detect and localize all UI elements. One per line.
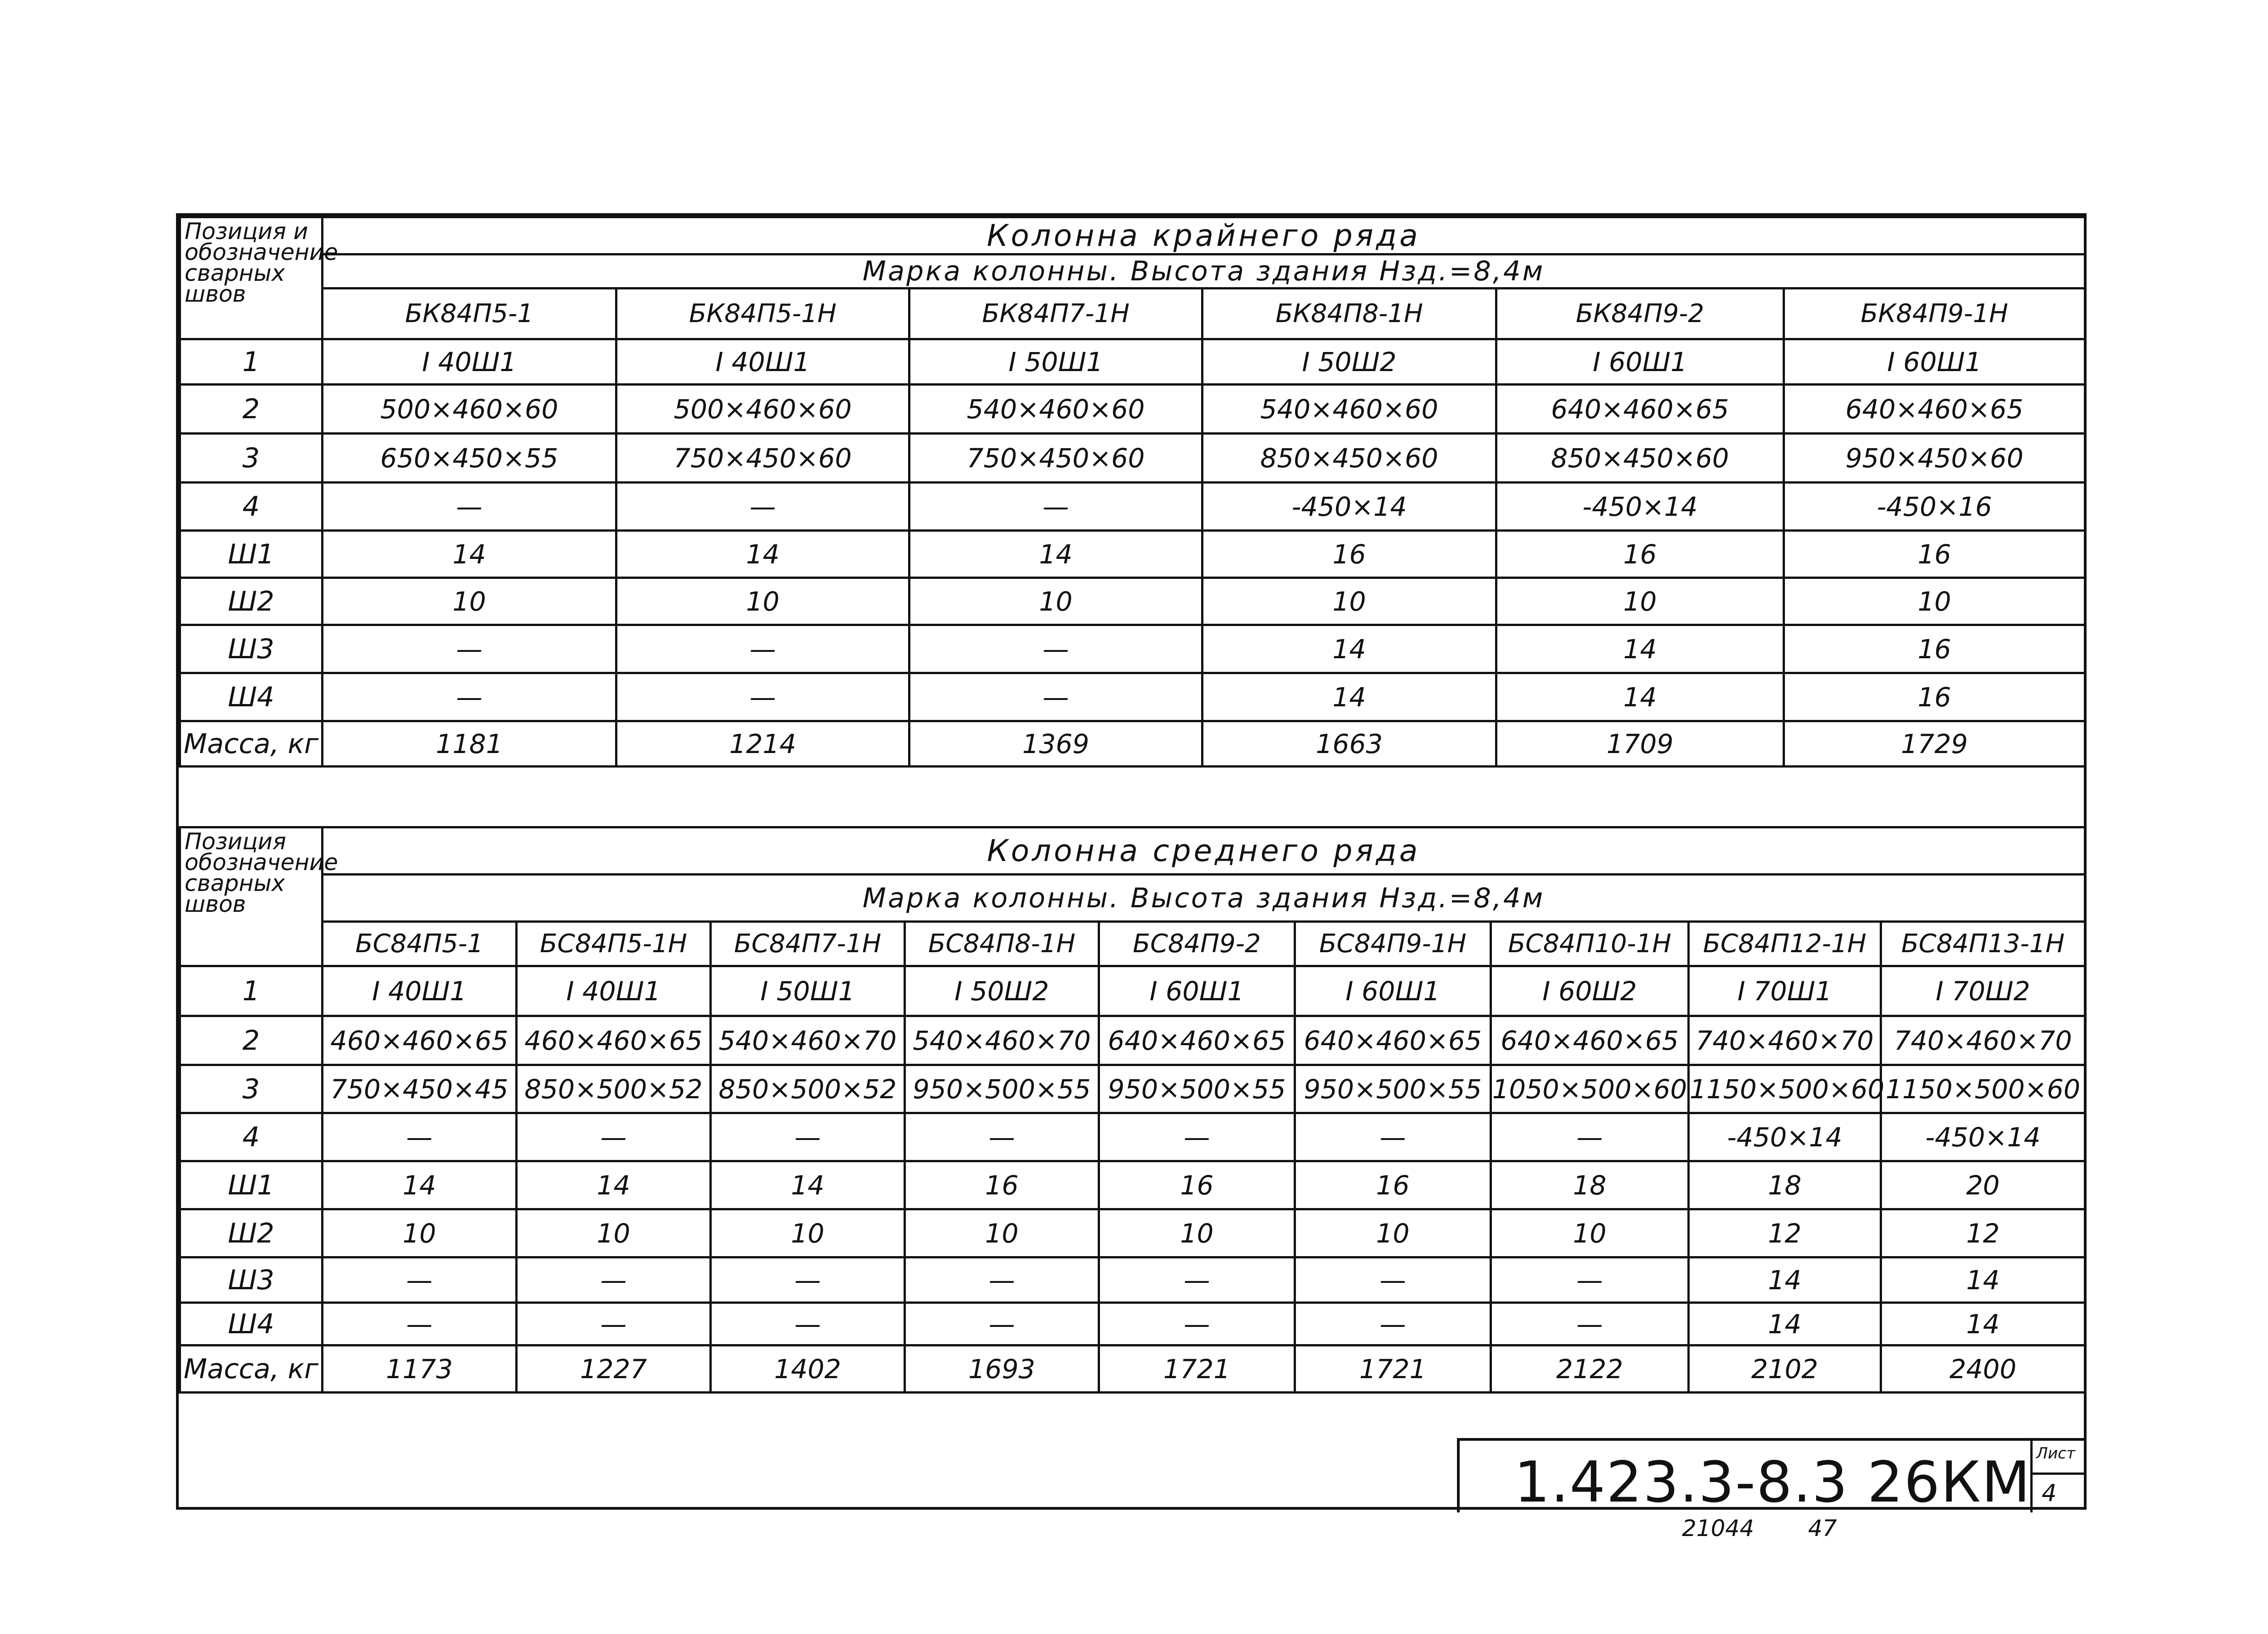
table-cell: 10 [1295,1209,1491,1257]
column-mark: БС84П5-1Н [517,922,711,966]
table-cell: 740×460×70 [1689,1016,1881,1065]
table-cell: 2122 [1491,1345,1689,1393]
table-cell: 16 [1784,673,2085,721]
table-cell: 14 [517,1161,711,1209]
sheet-number: 4 [2042,1480,2057,1507]
table-cell: -450×14 [1689,1113,1881,1161]
table-cell: 850×500×52 [711,1065,905,1113]
table-row [180,966,2085,1016]
column-mark: БС84П9-1Н [1295,922,1491,966]
footer-archive-number: 21044 [1682,1515,1755,1541]
table-row [180,1303,2085,1345]
column-mark: БК84П8-1Н [1202,289,1496,339]
table-cell: 16 [1202,531,1496,578]
row-label: Масса, кг [180,1345,323,1393]
column-mark: БС84П12-1Н [1689,922,1881,966]
table-cell: — [616,483,909,531]
table-cell: I 60Ш1 [1784,339,2085,385]
table-cell: — [1099,1257,1295,1303]
table-cell: 1693 [905,1345,1099,1393]
table-row [180,1209,2085,1257]
row-label: Ш1 [180,1161,323,1209]
table-cell: 640×460×65 [1496,385,1784,434]
table-cell: 12 [1689,1209,1881,1257]
table-cell: -450×14 [1496,483,1784,531]
table-cell: 16 [905,1161,1099,1209]
table-cell: — [1099,1303,1295,1345]
table-cell: I 60Ш1 [1099,966,1295,1016]
row-label: 3 [180,1065,323,1113]
row-label: 4 [180,483,323,531]
column-mark: БС84П8-1Н [905,922,1099,966]
table-cell: 950×500×55 [1099,1065,1295,1113]
table-cell: — [909,673,1202,721]
table-cell: 10 [323,1209,517,1257]
table-cell: — [905,1303,1099,1345]
row-label: Ш2 [180,1209,323,1257]
table-cell: — [711,1303,905,1345]
table-cell: 650×450×55 [323,434,616,483]
column-mark: БС84П10-1Н [1491,922,1689,966]
footer-page-number: 47 [1808,1515,1837,1541]
table-row [180,578,2085,625]
column-mark: БС84П5-1 [323,922,517,966]
column-mark: БС84П9-2 [1099,922,1295,966]
table-cell: — [323,625,616,673]
table-cell: 460×460×65 [323,1016,517,1065]
table-cell: 10 [1202,578,1496,625]
table-cell: I 70Ш2 [1881,966,2085,1016]
table-subtitle: Марка колонны. Высота здания Нзд.=8,4м [323,875,2085,922]
table-row [180,434,2085,483]
table-cell: 1150×500×60 [1689,1065,1881,1113]
row-label: 3 [180,434,323,483]
table-row [180,483,2085,531]
table-cell: 850×450×60 [1202,434,1496,483]
table-cell: — [711,1257,905,1303]
table-row [180,673,2085,721]
table-cell: 740×460×70 [1881,1016,2085,1065]
table-cell: I 60Ш1 [1295,966,1491,1016]
table-cell: 1214 [616,721,909,767]
table-cell: 20 [1881,1161,2085,1209]
sheet-number-cell [2030,1441,2084,1512]
position-header: Позиция и обозначение сварных швов [180,217,323,339]
table-cell: 14 [1496,673,1784,721]
table-cell: 14 [1689,1303,1881,1345]
table-cell: 750×450×45 [323,1065,517,1113]
table-row [180,339,2085,385]
column-mark: БК84П5-1Н [616,289,909,339]
table-cell: 540×460×60 [1202,385,1496,434]
column-mark: БК84П9-1Н [1784,289,2085,339]
table-cell: 10 [616,578,909,625]
table-cell: — [905,1257,1099,1303]
table-cell: 750×450×60 [616,434,909,483]
table-cell: I 50Ш2 [1202,339,1496,385]
table-cell: 10 [905,1209,1099,1257]
table-cell: 10 [909,578,1202,625]
table-cell: 14 [1689,1257,1881,1303]
table-cell: — [517,1113,711,1161]
table-cell: 14 [323,1161,517,1209]
table-cell: 16 [1496,531,1784,578]
table-cell: 2400 [1881,1345,2085,1393]
table-cell: I 40Ш1 [616,339,909,385]
table-row [180,531,2085,578]
table-cell: 10 [711,1209,905,1257]
title-block [1457,1438,2084,1515]
table-cell: 950×450×60 [1784,434,2085,483]
table-cell: 950×500×55 [1295,1065,1491,1113]
document-code: 1.423.3-8.3 26КМ [1514,1450,2031,1515]
table-cell: 16 [1099,1161,1295,1209]
table-row [180,1257,2085,1303]
row-label: 4 [180,1113,323,1161]
table-cell: 540×460×60 [909,385,1202,434]
table-cell: 1181 [323,721,616,767]
table-cell: 1227 [517,1345,711,1393]
table-cell: I 70Ш1 [1689,966,1881,1016]
row-label: Ш4 [180,673,323,721]
row-label: 1 [180,339,323,385]
marks-row [180,922,2085,966]
column-mark: БК84П7-1Н [909,289,1202,339]
table-cell: 10 [323,578,616,625]
table-cell: — [1491,1257,1689,1303]
marks-row [180,289,2085,339]
table-cell: 18 [1689,1161,1881,1209]
table-cell: 10 [1099,1209,1295,1257]
table-row [180,1113,2085,1161]
table-cell: — [909,625,1202,673]
table-cell: — [517,1257,711,1303]
table-cell: 1402 [711,1345,905,1393]
table-subtitle: Марка колонны. Высота здания Нзд.=8,4м [323,254,2085,289]
table-title: Колонна среднего ряда [323,827,2085,875]
table-cell: 14 [1202,673,1496,721]
table-cell: 1663 [1202,721,1496,767]
table-cell: 750×450×60 [909,434,1202,483]
table-cell: I 40Ш1 [517,966,711,1016]
table-cell: I 50Ш1 [909,339,1202,385]
table-cell: 16 [1784,625,2085,673]
table-cell: 1729 [1784,721,2085,767]
row-label: 2 [180,1016,323,1065]
table-cell: — [323,1303,517,1345]
table-cell: 460×460×65 [517,1016,711,1065]
table-cell: 14 [1202,625,1496,673]
table-cell: — [323,1113,517,1161]
table-cell: -450×14 [1202,483,1496,531]
table-cell: — [517,1303,711,1345]
table-cell: 640×460×65 [1784,385,2085,434]
table-cell: 850×450×60 [1496,434,1784,483]
table-cell: — [1295,1257,1491,1303]
edge-column-table [179,216,2086,768]
table-cell: — [1295,1113,1491,1161]
row-label: Ш3 [180,625,323,673]
table-row [180,1016,2085,1065]
table-cell: -450×16 [1784,483,2085,531]
table-cell: I 60Ш2 [1491,966,1689,1016]
table-row [180,1065,2085,1113]
table-cell: I 40Ш1 [323,339,616,385]
row-label: Ш2 [180,578,323,625]
table-cell: 14 [711,1161,905,1209]
row-label: 2 [180,385,323,434]
column-mark: БК84П9-2 [1496,289,1784,339]
table-cell: 18 [1491,1161,1689,1209]
table-cell: I 40Ш1 [323,966,517,1016]
table-cell: 1709 [1496,721,1784,767]
table-cell: 1369 [909,721,1202,767]
divider [2033,1473,2084,1475]
table-row [180,721,2085,767]
table-cell: 1173 [323,1345,517,1393]
table-cell: I 50Ш1 [711,966,905,1016]
column-mark: БС84П13-1Н [1881,922,2085,966]
table-cell: 850×500×52 [517,1065,711,1113]
table-cell: 1150×500×60 [1881,1065,2085,1113]
table-row [180,385,2085,434]
table-cell: -450×14 [1881,1113,2085,1161]
table-cell: — [616,673,909,721]
table-cell: 1721 [1295,1345,1491,1393]
table-cell: — [1491,1303,1689,1345]
row-label: 1 [180,966,323,1016]
table-cell: 12 [1881,1209,2085,1257]
table-cell: 640×460×65 [1491,1016,1689,1065]
table-cell: 500×460×60 [323,385,616,434]
table-cell: I 50Ш2 [905,966,1099,1016]
table-cell: 14 [1881,1303,2085,1345]
table-cell: 640×460×65 [1295,1016,1491,1065]
table-cell: — [323,483,616,531]
table-cell: 950×500×55 [905,1065,1099,1113]
table-cell: 540×460×70 [905,1016,1099,1065]
table-cell: 640×460×65 [1099,1016,1295,1065]
table-cell: 14 [323,531,616,578]
row-label: Ш1 [180,531,323,578]
table-cell: 14 [616,531,909,578]
table-cell: — [711,1113,905,1161]
drawing-sheet [176,213,2087,1515]
table-row [180,625,2085,673]
table-cell: — [323,1257,517,1303]
table-cell: 16 [1784,531,2085,578]
table-cell: — [1491,1113,1689,1161]
table-row [180,1345,2085,1393]
row-label: Ш4 [180,1303,323,1345]
row-label: Масса, кг [180,721,323,767]
table-cell: 16 [1295,1161,1491,1209]
table-cell: 14 [909,531,1202,578]
table-cell: — [1295,1303,1491,1345]
middle-column-table [179,826,2086,1394]
position-header: Позиция обозначение сварных швов [180,827,323,966]
table-cell: 14 [1496,625,1784,673]
sheet-label: Лист [2036,1444,2076,1463]
table-cell: 10 [517,1209,711,1257]
table-cell: — [905,1113,1099,1161]
table-cell: 10 [1496,578,1784,625]
table-cell: — [1099,1113,1295,1161]
table-title: Колонна крайнего ряда [323,217,2085,254]
row-label: Ш3 [180,1257,323,1303]
table-cell: 14 [1881,1257,2085,1303]
column-mark: БС84П7-1Н [711,922,905,966]
table-cell: I 60Ш1 [1496,339,1784,385]
table-cell: 10 [1491,1209,1689,1257]
table-cell: 500×460×60 [616,385,909,434]
table-cell: — [323,673,616,721]
table-cell: 1721 [1099,1345,1295,1393]
table-row [180,1161,2085,1209]
table-cell: 2102 [1689,1345,1881,1393]
table-cell: 540×460×70 [711,1016,905,1065]
column-mark: БК84П5-1 [323,289,616,339]
table-cell: — [616,625,909,673]
table-cell: 1050×500×60 [1491,1065,1689,1113]
table-cell: — [909,483,1202,531]
table-cell: 10 [1784,578,2085,625]
